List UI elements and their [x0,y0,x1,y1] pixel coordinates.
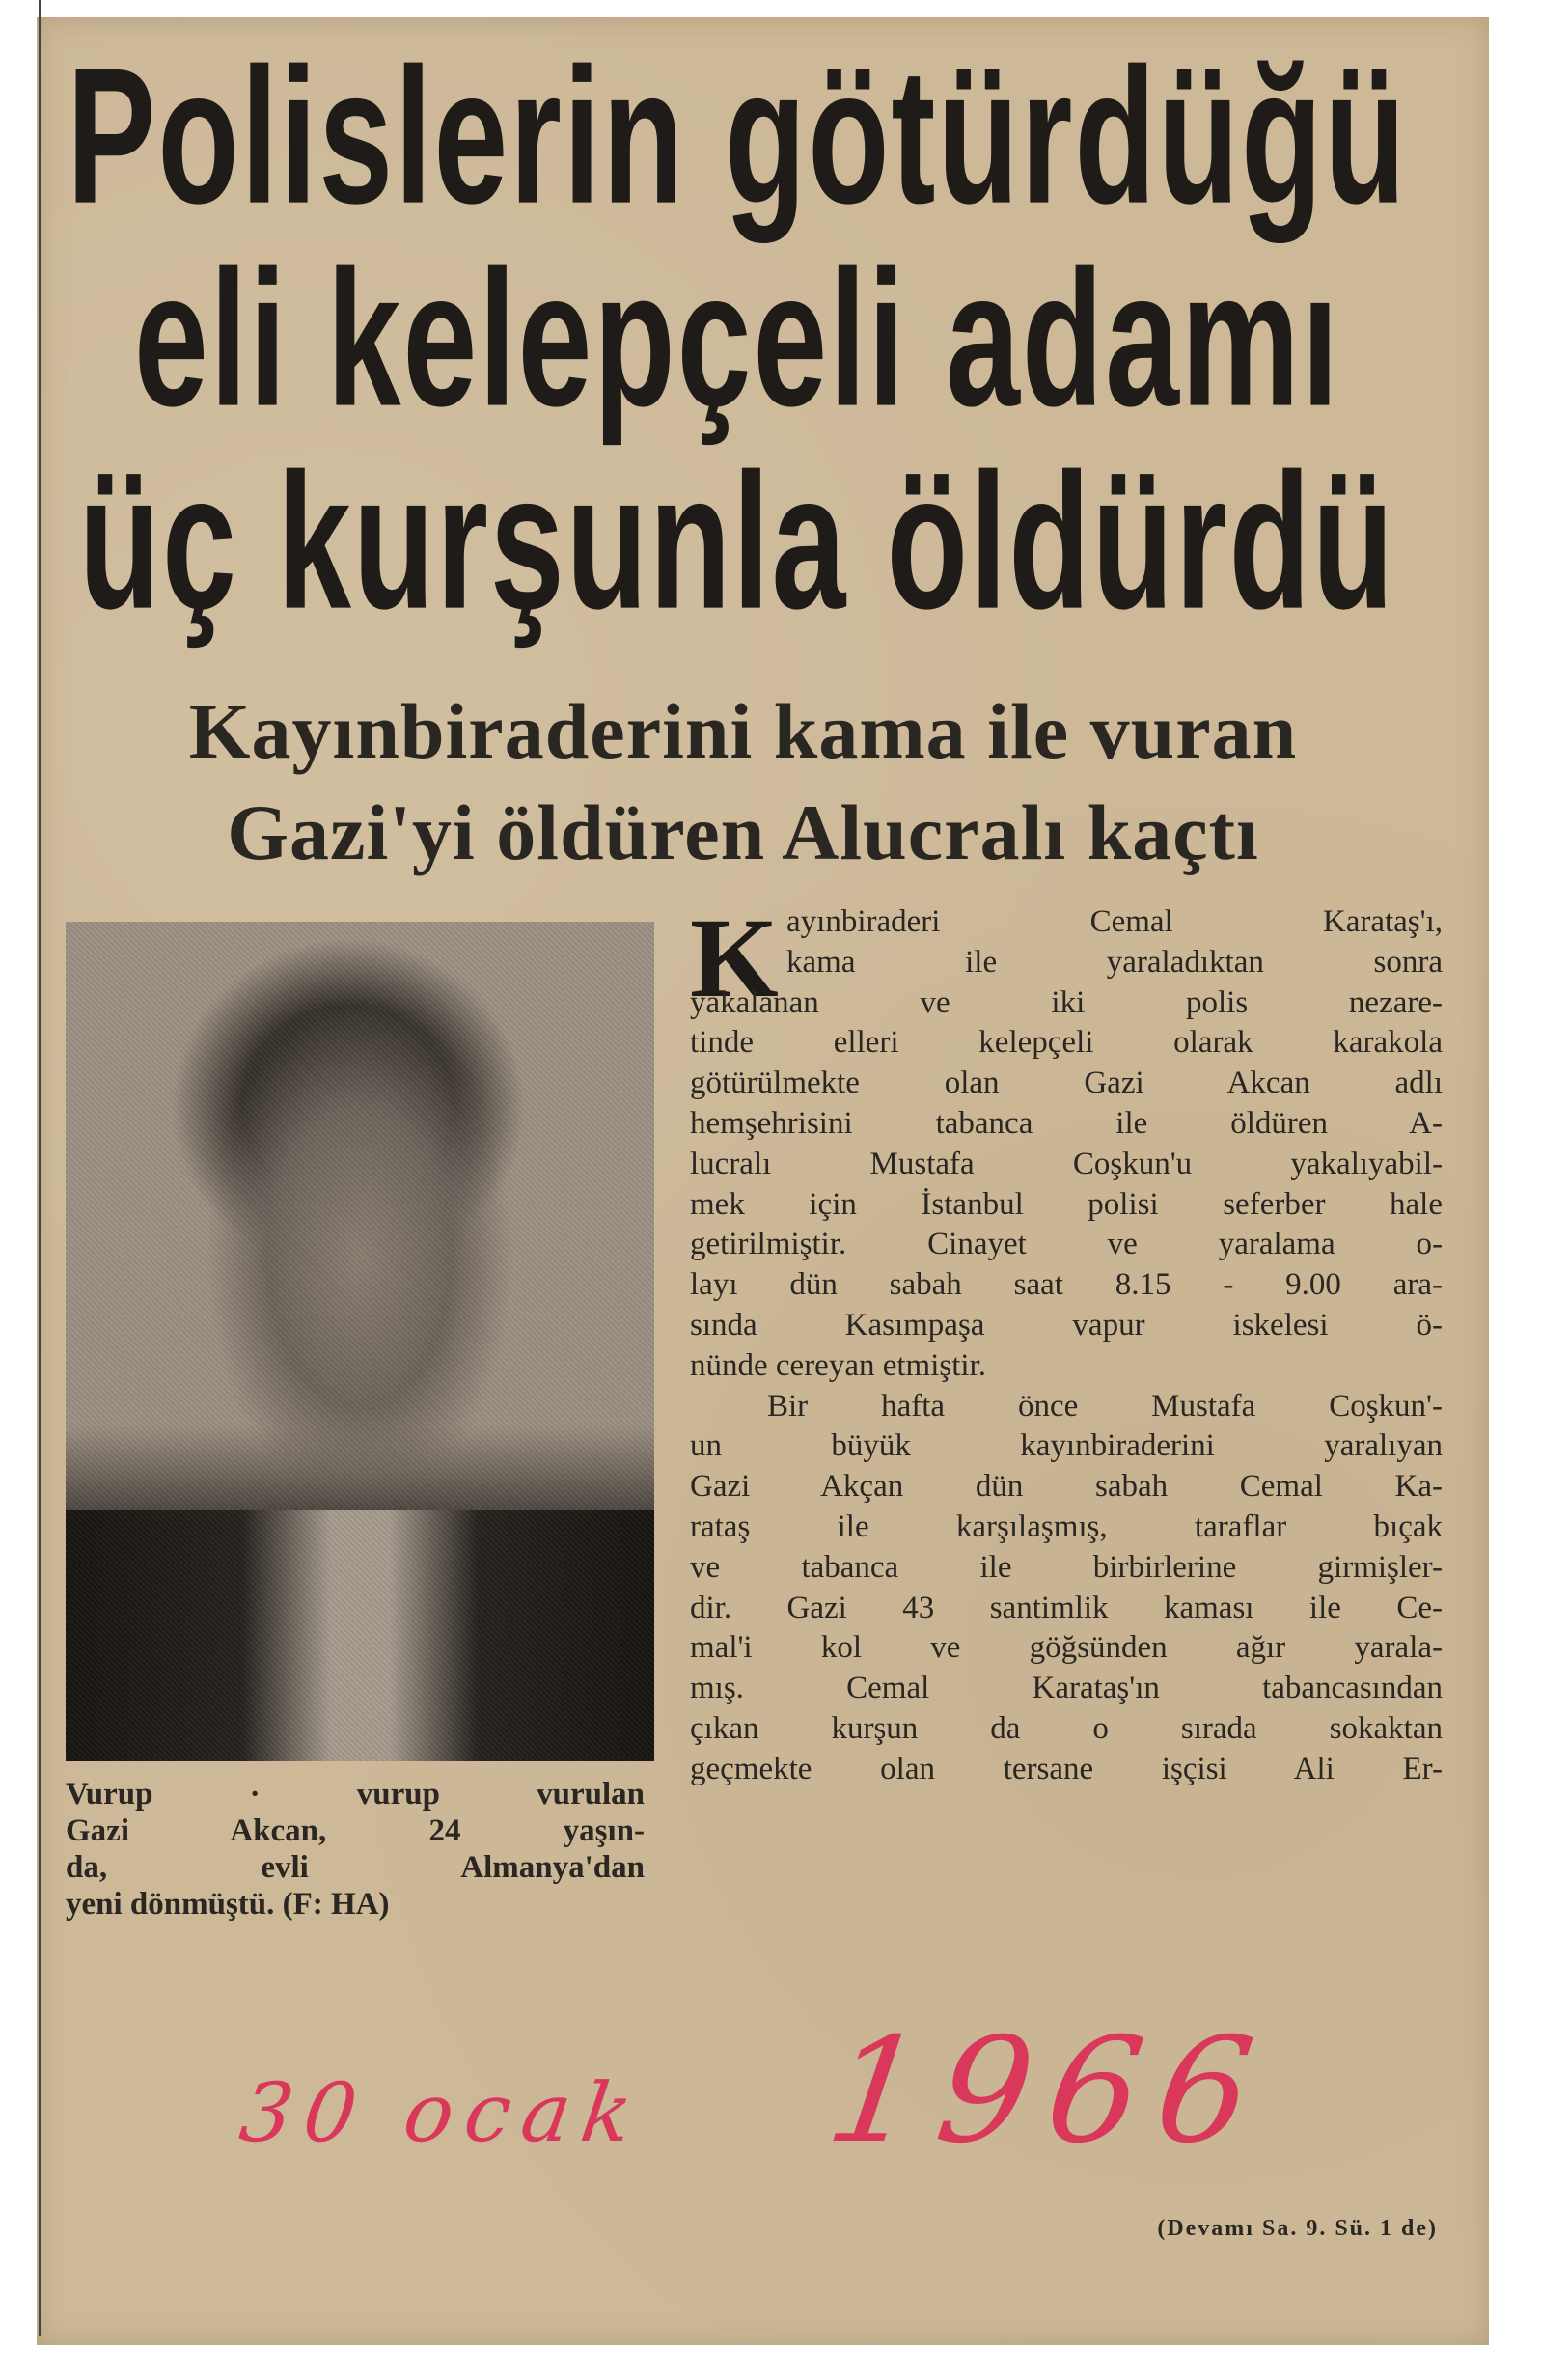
article-line: nünde cereyan etmiştir. [690,1347,986,1383]
article-line: tinde elleri kelepçeli olarak karakola [690,1025,1443,1061]
photo-caption [66,1776,645,1923]
subheadline-line-1: Kayınbiraderini kama ile vuran [188,687,1298,775]
portrait-photo [66,922,654,1761]
photo-halftone-grain [66,922,654,1761]
continuation-note: (Devamı Sa. 9. Sü. 1 de) [1157,2216,1438,2241]
article-line: götürülmekte olan Gazi Akcan adlı [690,1065,1443,1101]
article-line: çıkan kurşun da o sırada sokaktan [690,1710,1443,1746]
drop-cap: K [690,895,779,1021]
headline-line-3: üç kurşunla öldürdü [78,433,1396,650]
article-line: Gazi Akçan dün sabah Cemal Ka- [690,1469,1443,1505]
article-line: kama ile yaraladıktan sonra [786,944,1443,980]
article-line: ve tabanca ile birbirlerine girmişler- [690,1549,1443,1585]
article-line: hemşehrisini tabanca ile öldüren A- [690,1105,1443,1141]
article-line: ayınbiraderi Cemal Karataş'ı, [786,904,1443,939]
handwritten-date: 30 ocak [234,2065,650,2160]
article-body [690,895,1443,1790]
article-line: Bir hafta önce Mustafa Coşkun'- [767,1388,1443,1424]
left-border-line [39,0,41,2336]
article-line: geçmekte olan tersane işçisi Ali Er- [690,1751,1443,1786]
caption-line: da, evli Almanya'dan [66,1850,645,1885]
article-line: lucralı Mustafa Coşkun'u yakalıyabil- [690,1146,1443,1181]
subheadline-line-2: Gazi'yi öldüren Alucralı kaçtı [227,789,1259,876]
handwritten-year: 1966 [817,2007,1280,2175]
caption-line: Vurup · vurup vurulan [66,1777,645,1812]
article-line: getirilmiştir. Cinayet ve yaralama o- [690,1227,1443,1262]
headline-line-1: Polislerin götürdüğü [67,28,1408,245]
article-line: mış. Cemal Karataş'ın tabancasından [690,1671,1443,1706]
article-line: un büyük kayınbiraderini yaralıyan [690,1428,1443,1464]
article-line: rataş ile karşılaşmış, taraflar bıçak [690,1508,1443,1544]
caption-line: Gazi Akcan, 24 yaşın- [66,1813,645,1848]
article-line: layı dün sabah saat 8.15 - 9.00 ara- [690,1267,1443,1303]
article-line: mal'i kol ve göğsünden ağır yarala- [690,1630,1443,1666]
article-line: yakalanan ve iki polis nezare- [690,984,1443,1020]
caption-line: yeni dönmüştü. (F: HA) [66,1887,390,1922]
article-line: sında Kasımpaşa vapur iskelesi ö- [690,1307,1443,1342]
article-line: mek için İstanbul polisi seferber hale [690,1186,1443,1222]
article-line: dir. Gazi 43 santimlik kaması ile Ce- [690,1590,1443,1625]
headline-line-2: eli kelepçeli adamı [133,231,1340,448]
